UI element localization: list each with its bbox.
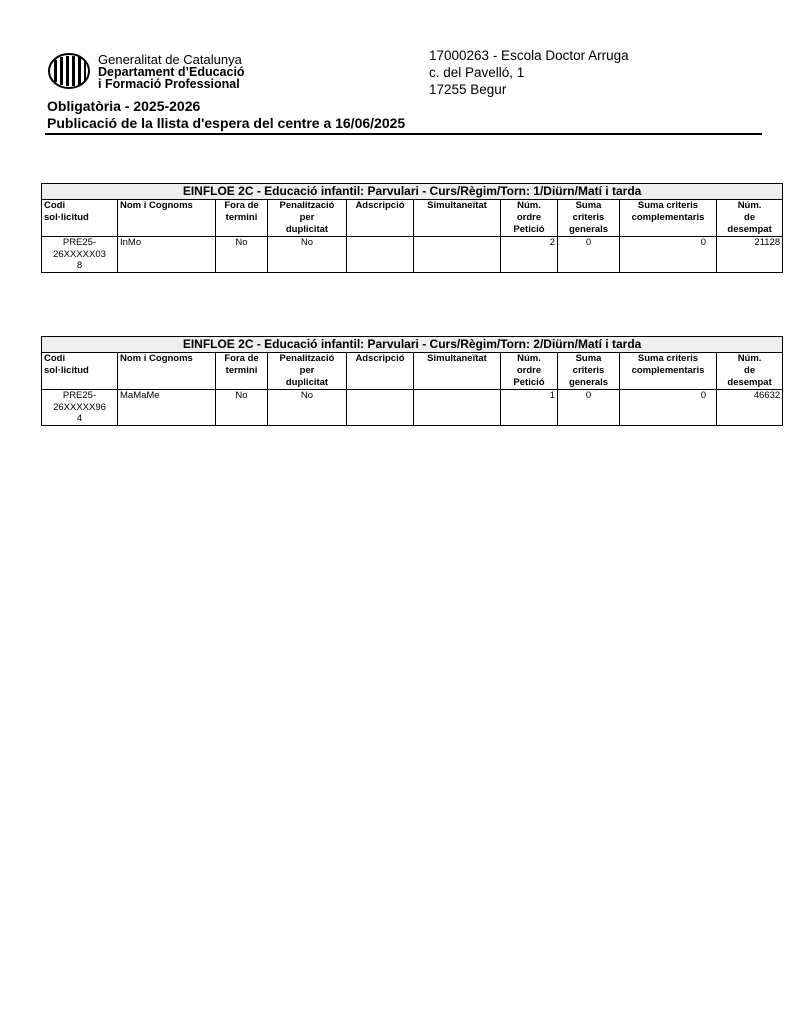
- col-suma-comp: Suma criteris complementaris: [620, 353, 717, 390]
- col-suma-comp: Suma criteris complementaris: [620, 200, 717, 237]
- col-suma-gen: Suma criteris generals: [558, 200, 620, 237]
- cell-suma-gen: 0: [558, 237, 620, 273]
- waiting-list-table-1: [41, 183, 783, 273]
- col-suma-gen: Suma criteris generals: [558, 353, 620, 390]
- cell-suma-comp: 0: [620, 390, 717, 426]
- col-penal: Penalització per duplicitat: [268, 200, 347, 237]
- cell-codi: PRE25- 26XXXXX96 4: [42, 390, 118, 426]
- cell-suma-comp: 0: [620, 237, 717, 273]
- cell-num-ordre: 1: [501, 390, 558, 426]
- cell-desempat: 46632: [717, 390, 783, 426]
- title-line-1: Obligatòria - 2025-2026: [47, 98, 201, 114]
- title-divider: [45, 133, 762, 135]
- cell-fora: No: [216, 390, 268, 426]
- school-address: [429, 47, 629, 98]
- col-num-ordre: Núm. ordre Petició: [501, 353, 558, 390]
- cell-penal: No: [268, 390, 347, 426]
- col-adscripcio: Adscripció: [347, 353, 414, 390]
- waiting-list-table-2: [41, 336, 783, 426]
- col-desempat: Núm. de desempat: [717, 200, 783, 237]
- cell-simult: [414, 237, 501, 273]
- table-row: [42, 237, 783, 273]
- col-simult: Simultaneïtat: [414, 353, 501, 390]
- table-row: [42, 390, 783, 426]
- col-codi: Codi sol·licitud: [42, 200, 118, 237]
- org-line-2: Departament d’Educació: [98, 65, 245, 79]
- col-fora: Fora de termini: [216, 200, 268, 237]
- school-line-3: 17255 Begur: [429, 82, 507, 97]
- col-adscripcio: Adscripció: [347, 200, 414, 237]
- col-desempat: Núm. de desempat: [717, 353, 783, 390]
- col-nom: Nom i Cognoms: [118, 200, 216, 237]
- cell-adscripcio: [347, 237, 414, 273]
- group-caption: EINFLOE 2C - Educació infantil: Parvulari - Curs/Règim/Torn: 1/Diürn/Matí i tarda: [42, 184, 783, 200]
- cell-desempat: 21128: [717, 237, 783, 273]
- org-line-3: i Formació Professional: [98, 77, 240, 91]
- cell-codi: PRE25- 26XXXXX03 8: [42, 237, 118, 273]
- page-title: [47, 98, 405, 132]
- col-nom: Nom i Cognoms: [118, 353, 216, 390]
- cell-adscripcio: [347, 390, 414, 426]
- col-num-ordre: Núm. ordre Petició: [501, 200, 558, 237]
- col-simult: Simultaneïtat: [414, 200, 501, 237]
- cell-nom: InMo: [118, 237, 216, 273]
- col-penal: Penalització per duplicitat: [268, 353, 347, 390]
- group-caption: EINFLOE 2C - Educació infantil: Parvulari - Curs/Règim/Torn: 2/Diürn/Matí i tarda: [42, 337, 783, 353]
- col-codi: Codi sol·licitud: [42, 353, 118, 390]
- cell-nom: MaMaMe: [118, 390, 216, 426]
- school-line-1: 17000263 - Escola Doctor Arruga: [429, 48, 629, 63]
- cell-num-ordre: 2: [501, 237, 558, 273]
- org-line-1: Generalitat de Catalunya: [98, 52, 242, 67]
- cell-simult: [414, 390, 501, 426]
- col-fora: Fora de termini: [216, 353, 268, 390]
- cell-suma-gen: 0: [558, 390, 620, 426]
- school-line-2: c. del Pavelló, 1: [429, 65, 525, 80]
- title-line-2: Publicació de la llista d'espera del centre a 16/06/2025: [47, 115, 406, 131]
- cell-fora: No: [216, 237, 268, 273]
- generalitat-logo-icon: [48, 53, 90, 89]
- cell-penal: No: [268, 237, 347, 273]
- organization-name: [98, 54, 245, 90]
